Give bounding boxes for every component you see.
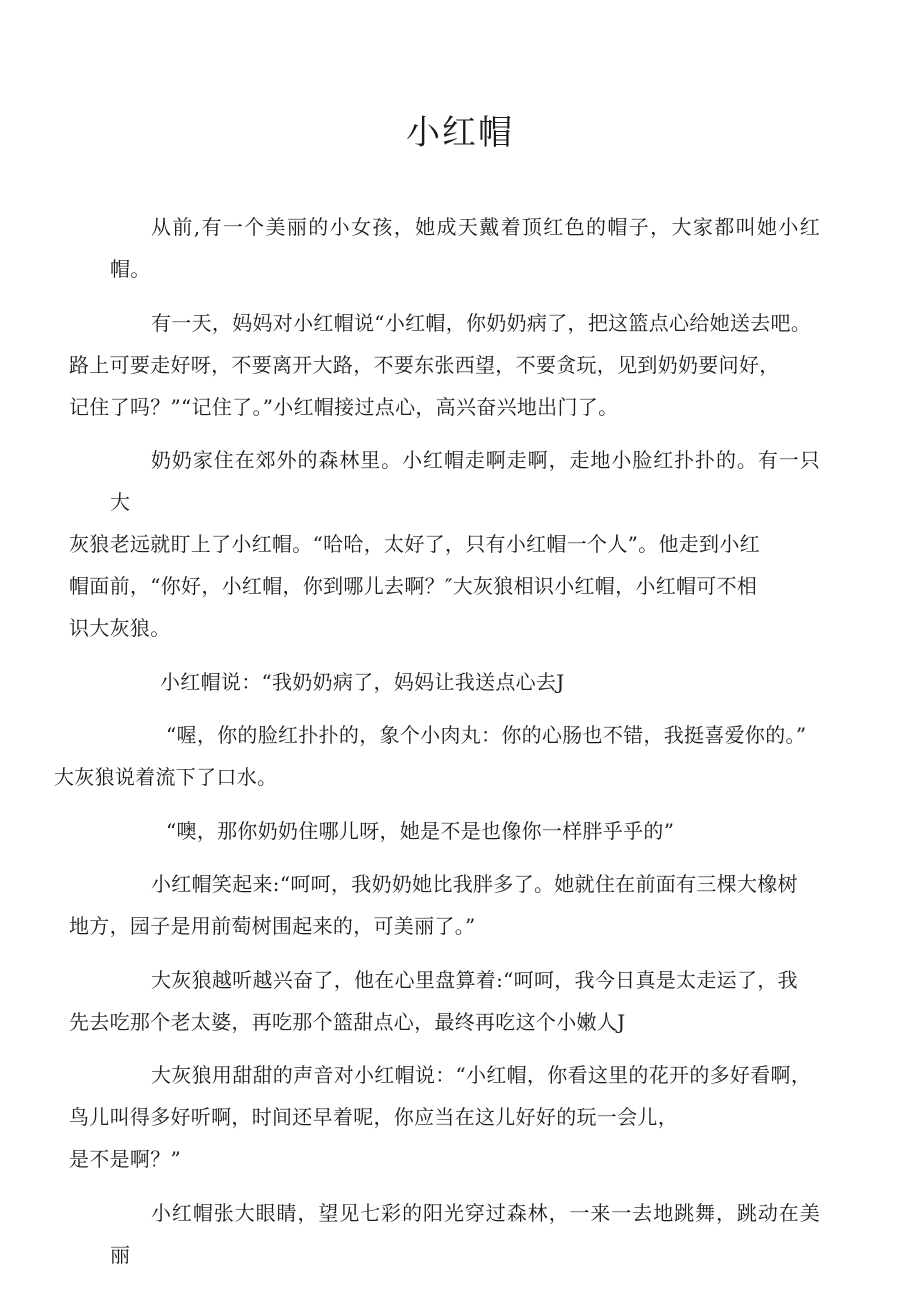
text-line: 大灰狼越听越兴奋了，他在心里盘算着:“呵呵，我今日真是太走运了，我 [151, 967, 798, 992]
paragraph-9 [69, 1054, 820, 1180]
paragraph-2 [69, 302, 820, 428]
text-line: 小红帽张大眼睛，望见七彩的阳光穿过森林，一来一去地跳舞，跳动在美丽 [110, 1200, 820, 1267]
text-line: 小红帽笑起来:“呵呵，我奶奶她比我胖多了。她就住在前面有三棵大橡树 [151, 872, 798, 896]
text-line: 记住了吗？”“记住了。”小红帽接过点心，高兴奋兴地出门了。 [69, 394, 619, 419]
paragraph-10 [110, 1192, 820, 1276]
paragraph-3 [69, 439, 820, 649]
page-title: 小红帽 [406, 113, 514, 153]
text-line: “喔，你的脸红扑扑的，象个小肉丸：你的心肠也不错，我挺喜爱你的。” [166, 723, 807, 747]
text-line: 灰狼老远就盯上了小红帽。“哈哈，太好了，只有小红帽一个人”。他走到小红 [69, 532, 760, 556]
text-line: 有一天，妈妈对小红帽说“小红帽，你奶奶病了，把这篮点心给她送去吧。 [151, 310, 812, 335]
text-line: 从前,有一个美丽的小女孩，她成天戴着顶红色的帽子，大家都叫她小红帽。 [110, 215, 820, 281]
text-line: 是不是啊？” [69, 1147, 182, 1171]
text-line: 小红帽说：“我奶奶病了，妈妈让我送点心去J [160, 669, 565, 694]
paragraph-8 [69, 959, 820, 1043]
paragraph-4 [110, 661, 820, 703]
story-body [54, 206, 820, 1287]
text-line: 大灰狼用甜甜的声音对小红帽说：“小红帽，你看这里的花开的多好看啊， [151, 1063, 812, 1087]
text-line: 地方，园子是用前萄树围起来的，可美丽了。” [69, 914, 476, 938]
text-line: 先去吃那个老太婆，再吃那个篮甜点心，最终再吃这个小嫩人J [69, 1009, 626, 1034]
text-line: “噢，那你奶奶住哪儿呀，她是不是也像你一样胖乎乎的” [166, 818, 675, 843]
text-line: 识大灰狼。 [69, 616, 171, 640]
paragraph-6 [110, 810, 820, 852]
text-line: 路上可要走好呀，不要离开大路，不要东张西望，不要贪玩，见到奶奶要问好， [69, 352, 780, 377]
text-line: 奶奶家住在郊外的森林里。小红帽走啊走啊，走地小脸红扑扑的。有一只大 [110, 448, 820, 514]
paragraph-7 [69, 863, 820, 947]
text-line: 鸟儿叫得多好听啊，时间还早着呢，你应当在这儿好好的玩一会儿， [69, 1105, 678, 1129]
text-line: 大灰狼说着流下了口水。 [54, 765, 278, 789]
paragraph-5 [54, 714, 820, 798]
paragraph-1 [110, 206, 820, 290]
text-line: 帽面前，“你好，小红帽，你到哪儿去啊？″大灰狼相识小红帽，小红帽可不相 [69, 574, 758, 598]
